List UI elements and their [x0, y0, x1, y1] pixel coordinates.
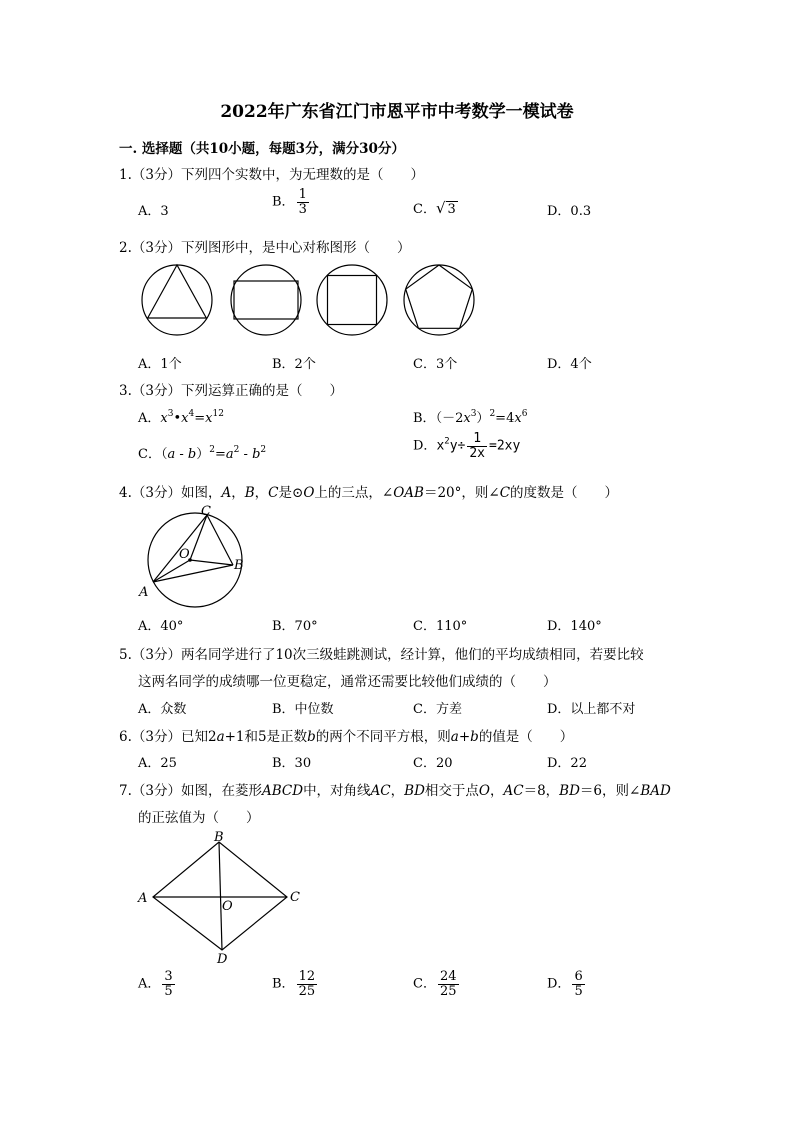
denominator: 25 — [439, 983, 457, 999]
question-3-stem: 3.（3分）下列运算正确的是（ ） — [119, 383, 343, 399]
q4-circle-figure — [135, 505, 255, 610]
q1-option-d[interactable]: D．0.3 — [547, 204, 592, 219]
q4-option-a[interactable]: A．40° — [138, 619, 184, 634]
point-c-label: C — [201, 504, 211, 519]
q7-option-a-label: A． — [138, 976, 161, 992]
q2-option-b[interactable]: B．2个 — [272, 357, 316, 372]
denominator: 25 — [298, 983, 316, 999]
numerator: 6 — [574, 969, 583, 984]
sqrt-icon: √ — [435, 199, 446, 217]
question-1-stem: 1.（3分）下列四个实数中，为无理数的是（ ） — [119, 167, 424, 183]
q6-option-d[interactable]: D．22 — [547, 756, 587, 771]
q2-option-c[interactable]: C．3个 — [413, 357, 458, 372]
denominator: 5 — [574, 983, 583, 999]
q7-option-b[interactable] — [272, 970, 319, 998]
point-b-label: B — [234, 558, 244, 573]
numerator: 3 — [164, 969, 173, 984]
question-7-stem-line1: 7.（3分）如图，在菱形ABCD中，对角线AC，BD相交于点O，AC＝8，BD＝6，则∠BAD — [119, 783, 671, 799]
stem-part: ＝6，则∠ — [579, 783, 641, 799]
q3-option-c[interactable]: C．$(a - b)^2=a^2 - b^2$ — [138, 445, 267, 462]
q3-option-a[interactable]: A．$x^3•x^4=x^{12}$ — [138, 409, 224, 426]
numerator: 24 — [439, 969, 457, 984]
q3-option-a-label: A． — [138, 411, 161, 426]
question-2-stem: 2.（3分）下列图形中，是中心对称图形（ ） — [119, 240, 411, 256]
q6-option-b[interactable]: B．30 — [272, 756, 312, 771]
stem-part: 4.（3分）如图， — [119, 485, 222, 501]
q7-option-d-label: D． — [547, 976, 571, 992]
question-5-stem-line2: 这两名同学的成绩哪一位更稳定，通常还需要比较他们成绩的（ ） — [138, 674, 557, 690]
point-a-label: A — [138, 891, 148, 906]
numerator: 1 — [298, 187, 307, 202]
q6-option-c[interactable]: C．20 — [413, 756, 453, 771]
circle-with-rectangle-figure — [231, 265, 301, 335]
fraction — [467, 432, 487, 460]
q2-option-d[interactable]: D．4个 — [547, 357, 592, 372]
q3-option-b-label: B． — [413, 411, 436, 426]
q4-option-c[interactable]: C．110° — [413, 619, 468, 634]
fraction — [438, 970, 459, 998]
q7-option-d[interactable] — [547, 970, 587, 998]
q2-option-a[interactable]: A．1个 — [138, 357, 182, 372]
q3-option-b[interactable]: B．$(-2x^3)^2=4x^6$ — [413, 409, 528, 426]
q5-option-d[interactable]: D．以上都不对 — [547, 702, 636, 717]
page-title: 2022年广东省江门市恩平市中考数学一模试卷 — [220, 102, 574, 122]
question-5-stem-line1: 5.（3分）两名同学进行了10次三级蛙跳测试，经计算，他们的平均成绩相同，若要比较 — [119, 647, 644, 663]
point-c-label: C — [290, 890, 300, 905]
expr-part: x — [436, 438, 445, 454]
expr-part: =2xy — [489, 438, 521, 454]
stem-part: 的度数是（ ） — [510, 485, 619, 501]
denominator: 2x — [469, 445, 485, 461]
q7-option-a[interactable] — [138, 970, 177, 998]
q1-option-a[interactable]: A．3 — [138, 204, 169, 219]
q3-option-d-label: D． — [413, 438, 437, 454]
numerator: 1 — [467, 432, 487, 447]
q5-option-a[interactable]: A．众数 — [138, 702, 187, 717]
q4-option-b[interactable]: B．70° — [272, 619, 318, 634]
question-6-stem: 6.（3分）已知2a+1和5是正数b的两个不同平方根，则a+b的值是（ ） — [119, 729, 574, 745]
q4-option-d[interactable]: D．140° — [547, 619, 602, 634]
fraction — [297, 970, 318, 998]
point-b-label: B — [214, 830, 224, 845]
q3-option-d[interactable]: D．$x^2y\div$ $\frac{1}{2x}$ =2xy — [413, 431, 521, 461]
q1-option-b-label: B． — [272, 194, 295, 210]
stem-part: 是⊙ — [278, 485, 304, 501]
question-7-stem-line2: 的正弦值为（ ） — [138, 810, 260, 826]
radicand: 3 — [447, 202, 456, 217]
q2-figures — [140, 262, 480, 342]
circle-with-pentagon-figure — [404, 265, 474, 335]
stem-part: ＝20°，则∠ — [423, 485, 500, 501]
point-a-label: A — [139, 585, 149, 600]
q7-option-c[interactable] — [413, 970, 461, 998]
stem-part: 相交于点 — [424, 783, 479, 799]
stem-part: 中，对角线 — [303, 783, 371, 799]
q1-option-c-label: C． — [413, 202, 436, 217]
fraction — [572, 970, 584, 998]
denominator: 5 — [164, 983, 173, 999]
numerator: 12 — [298, 969, 316, 984]
q5-option-b[interactable]: B．中位数 — [272, 702, 334, 717]
stem-part: 的值是（ ） — [478, 729, 574, 745]
stem-part: 上的三点，∠ — [314, 485, 394, 501]
q7-option-c-label: C． — [413, 976, 436, 992]
stem-part: 7.（3分）如图，在菱形 — [119, 783, 262, 799]
stem-part: 6.（3分）已知2 — [119, 729, 217, 745]
q6-option-a[interactable]: A．25 — [138, 756, 177, 771]
q1-option-b[interactable] — [272, 188, 311, 216]
stem-part: 的两个不同平方根，则 — [315, 729, 451, 745]
section-heading: 一. 选择题（共10小题，每题3分，满分30分） — [119, 141, 405, 157]
stem-part: +1和5是正数 — [224, 729, 308, 745]
question-4-stem: 4.（3分）如图，A，B，C是⊙O上的三点，∠OAB＝20°，则∠C的度数是（ ） — [119, 485, 619, 501]
point-o-label: O — [222, 899, 233, 914]
q1-option-c[interactable] — [413, 198, 458, 217]
circle-with-triangle-figure — [142, 265, 212, 335]
stem-part: ＝8， — [523, 783, 560, 799]
point-d-label: D — [217, 952, 228, 967]
denominator: 3 — [298, 201, 307, 217]
q7-option-b-label: B． — [272, 976, 295, 992]
q7-rhombus-figure — [135, 830, 310, 965]
fraction — [162, 970, 174, 998]
fraction — [297, 188, 309, 216]
q3-option-c-label: C． — [138, 447, 161, 462]
expr-part: y÷ — [449, 438, 466, 454]
point-o-label: O — [179, 547, 190, 562]
q5-option-c[interactable]: C．方差 — [413, 702, 462, 717]
